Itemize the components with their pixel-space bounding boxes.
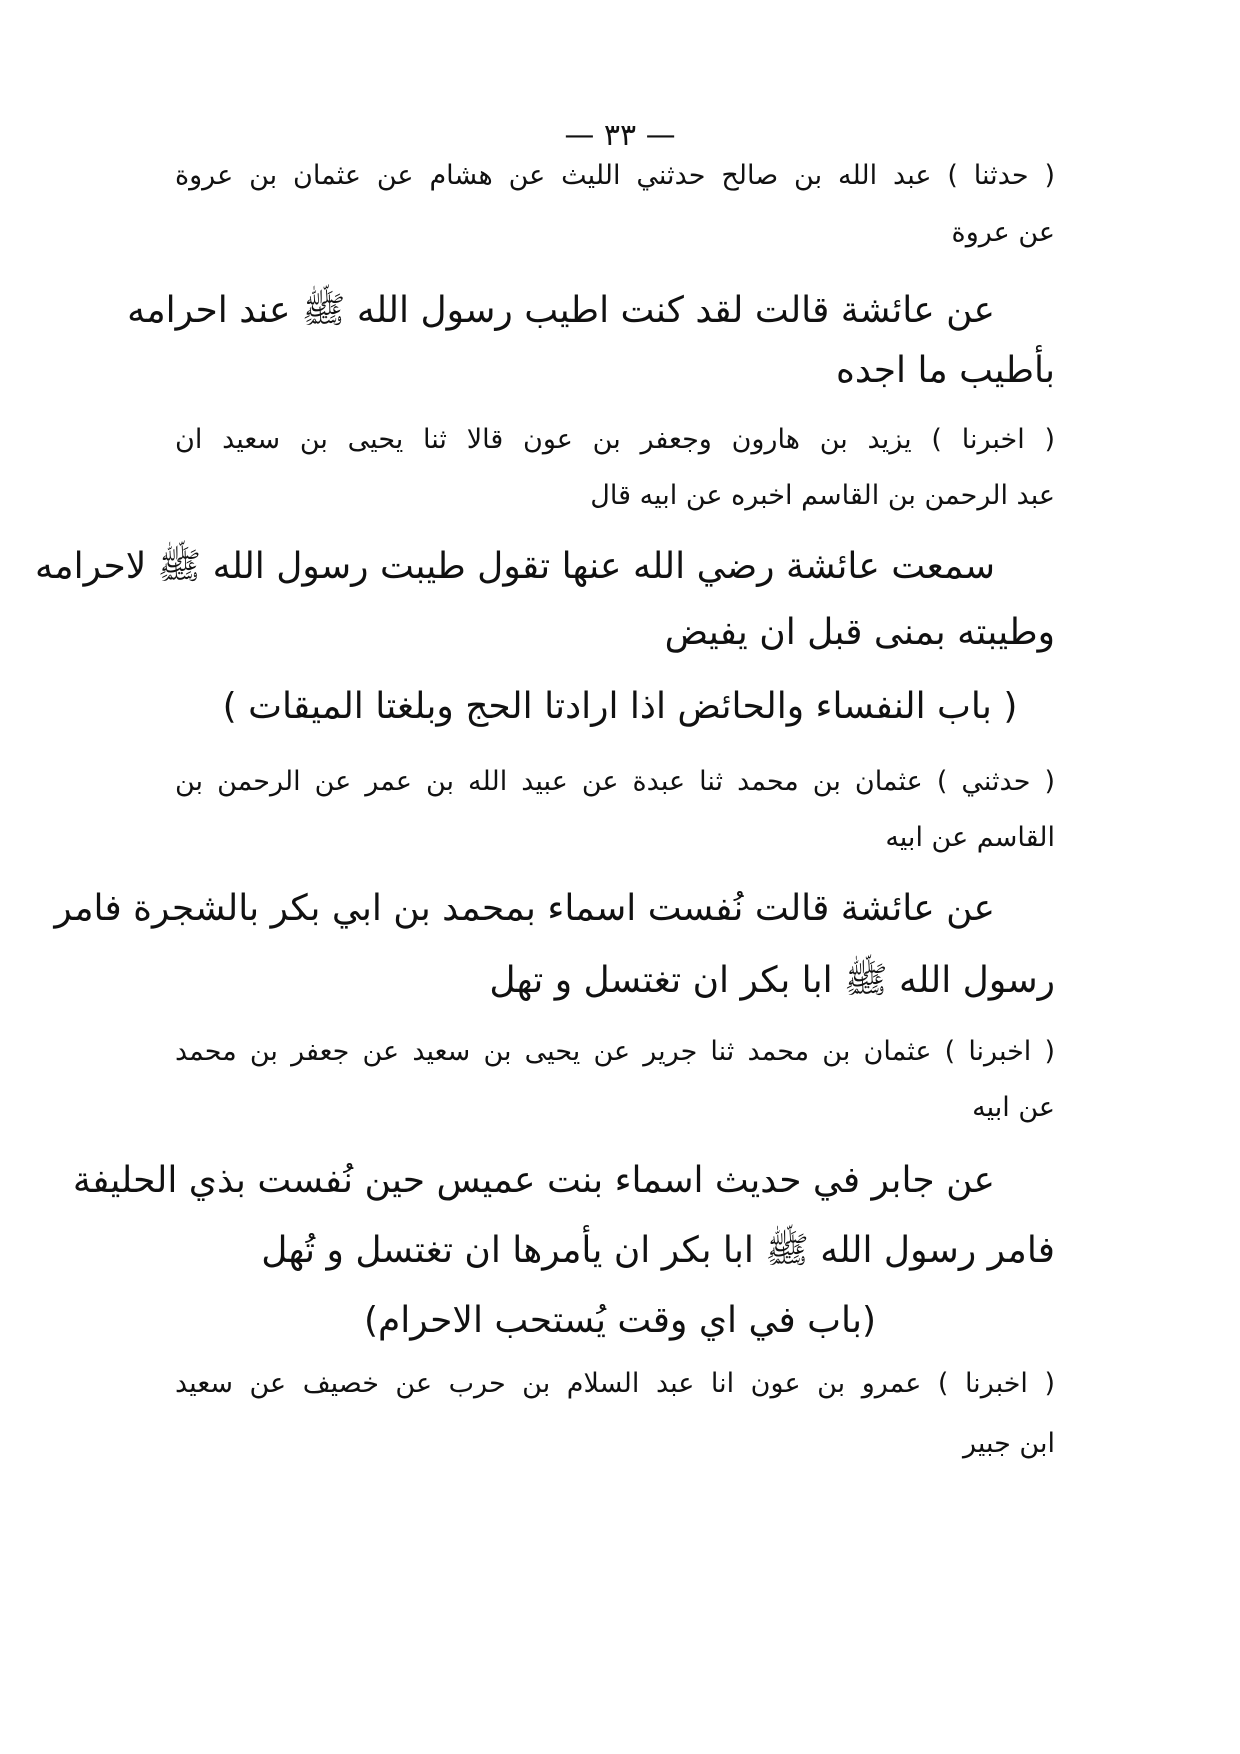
isnad-line-6: القاسم عن ابيه <box>885 822 1055 853</box>
hadith-line-2: بأطيب ما اجده <box>835 350 1055 391</box>
isnad-line-10: ابن جبير <box>962 1428 1055 1459</box>
hadith-line-8: فامر رسول الله ﷺ ابا بكر ان يأمرها ان تغتسل و تُهل <box>261 1230 1055 1271</box>
hadith-line-3: سمعت عائشة رضي الله عنها تقول طيبت رسول الله ﷺ لاحرامه <box>35 546 995 587</box>
isnad-line-9: ( اخبرنا ) عمرو بن عون انا عبد السلام بن حرب عن خصيف عن سعيد <box>175 1368 1055 1399</box>
isnad-line-1: ( حدثنا ) عبد الله بن صالح حدثني الليث عن هشام عن عثمان بن عروة <box>175 160 1055 191</box>
isnad-line-8: عن ابيه <box>972 1092 1055 1123</box>
hadith-line-6: رسول الله ﷺ ابا بكر ان تغتسل و تهل <box>489 960 1055 1001</box>
hadith-line-7: عن جابر في حديث اسماء بنت عميس حين نُفست بذي الحليفة <box>72 1160 995 1201</box>
page-number: — ٣٣ — <box>564 118 676 153</box>
isnad-line-2: عن عروة <box>951 217 1055 248</box>
isnad-line-4: عبد الرحمن بن القاسم اخبره عن ابيه قال <box>590 480 1055 511</box>
chapter-heading-1: ( باب النفساء والحائض اذا ارادتا الحج وبلغتا الميقات ) <box>222 686 1018 727</box>
hadith-line-1: عن عائشة قالت لقد كنت اطيب رسول الله ﷺ عند احرامه <box>127 290 995 331</box>
isnad-line-3: ( اخبرنا ) يزيد بن هارون وجعفر بن عون قالا ثنا يحيى بن سعيد ان <box>175 424 1055 455</box>
isnad-line-5: ( حدثني ) عثمان بن محمد ثنا عبدة عن عبيد الله بن عمر عن الرحمن بن <box>175 766 1055 797</box>
isnad-line-7: ( اخبرنا ) عثمان بن محمد ثنا جرير عن يحيى بن سعيد عن جعفر بن محمد <box>175 1036 1055 1067</box>
hadith-line-4: وطيبته بمنى قبل ان يفيض <box>664 612 1055 653</box>
chapter-heading-2: (باب في اي وقت يُستحب الاحرام) <box>363 1300 877 1341</box>
hadith-line-5: عن عائشة قالت نُفست اسماء بمحمد بن ابي بكر بالشجرة فامر <box>54 888 995 929</box>
